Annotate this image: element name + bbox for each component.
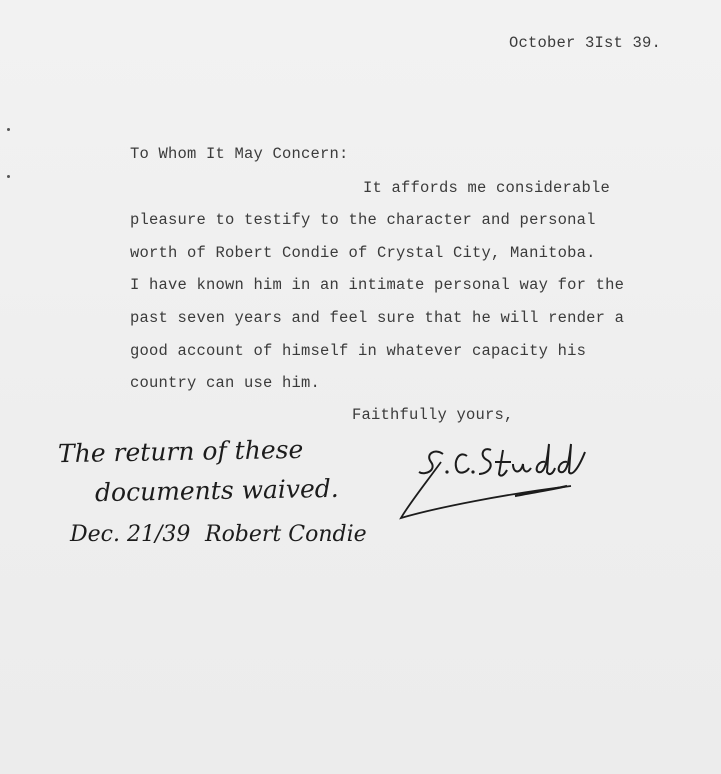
body-line-1: It affords me considerable	[363, 179, 611, 197]
body-line-7: country can use him.	[130, 374, 321, 392]
salutation: To Whom It May Concern:	[130, 145, 349, 163]
paper-speck	[7, 175, 10, 178]
body-line-2: pleasure to testify to the character and personal	[130, 211, 596, 229]
signature	[395, 432, 595, 527]
body-line-5: past seven years and feel sure that he will render a	[130, 309, 625, 327]
letter-date: October 3Ist 39.	[509, 34, 662, 52]
handwritten-note-line-2: documents waived.	[94, 473, 339, 508]
paper-speck	[7, 128, 10, 131]
body-line-3: worth of Robert Condie of Crystal City, Manitoba.	[130, 244, 596, 262]
handwritten-note-line-1: The return of these	[57, 434, 304, 469]
handwritten-note-date: Dec. 21/39	[70, 522, 191, 547]
body-line-6: good account of himself in whatever capacity his	[130, 342, 587, 360]
body-line-4: I have known him in an intimate personal way for the	[130, 276, 625, 294]
closing: Faithfully yours,	[352, 406, 514, 424]
handwritten-note-signature: Robert Condie	[205, 522, 367, 547]
